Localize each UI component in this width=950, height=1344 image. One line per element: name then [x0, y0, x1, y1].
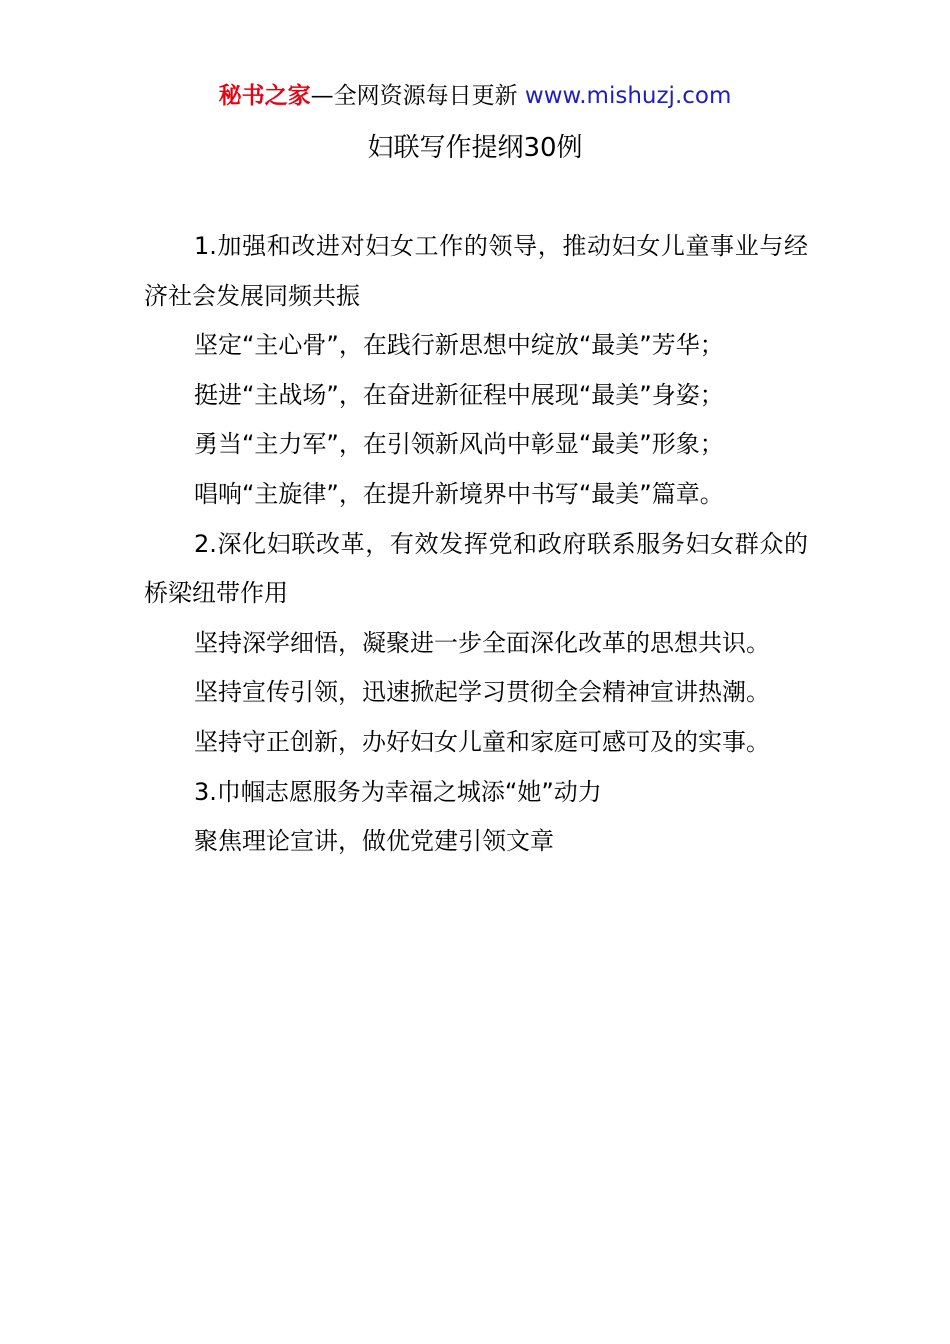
- body-paragraph: 坚持守正创新，办好妇女儿童和家庭可感可及的实事。: [194, 727, 770, 756]
- section-heading-3: 3.巾帼志愿服务为幸福之城添“她”动力: [194, 777, 602, 806]
- body-paragraph: 聚焦理论宣讲，做优党建引领文章: [194, 827, 554, 856]
- brand-name: 秘书之家: [218, 83, 311, 109]
- body-paragraph: 挺进“主战场”，在奋进新征程中展现“最美”身姿；: [194, 380, 724, 409]
- body-paragraph: 坚定“主心骨”，在践行新思想中绽放“最美”芳华；: [194, 331, 724, 360]
- body-paragraph: 坚持深学细悟，凝聚进一步全面深化改革的思想共识。: [194, 628, 770, 657]
- site-url-link[interactable]: www.mishuzj.com: [524, 83, 732, 109]
- header-slogan: —全网资源每日更新: [310, 83, 518, 109]
- body-paragraph: 唱响“主旋律”，在提升新境界中书写“最美”篇章。: [194, 479, 724, 508]
- document-body: [144, 222, 808, 867]
- section-heading-1: 1.加强和改进对妇女工作的领导，推动妇女儿童事业与经济社会发展同频共振: [144, 232, 808, 310]
- body-paragraph: 坚持宣传引领，迅速掀起学习贯彻全会精神宣讲热潮。: [194, 678, 770, 707]
- site-header: [0, 80, 950, 112]
- section-heading-2: 2.深化妇联改革，有效发挥党和政府联系服务妇女群众的桥梁纽带作用: [144, 529, 808, 608]
- document-title: 妇联写作提纲30例: [367, 133, 583, 163]
- body-paragraph: 勇当“主力军”，在引领新风尚中彰显“最美”形象；: [194, 430, 724, 459]
